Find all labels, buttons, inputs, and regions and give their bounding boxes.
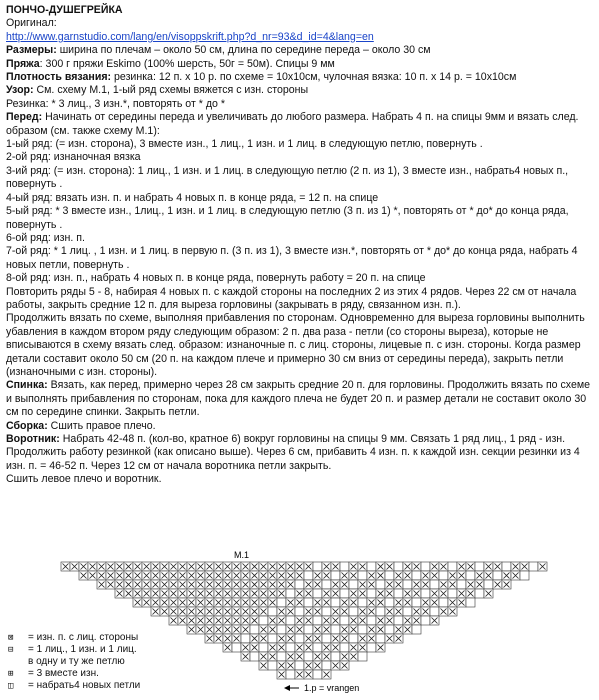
chart-cell [466,598,475,607]
chart-cell [358,598,367,607]
front-continue: Продолжить вязать по схеме, выполняя прибавления по сторонам. Одновременно для выреза горловины выполнить убавления в каждом втором ряду следующим образом: 2 п. два раза - петли (со стороны выреза), которые не вписываются в схему вязать след. образом: изнаночные п. с лиц. стороны, лицевые п. с изн. стороны. Когда размер детали составит около 50 см (20 п. на каждом плече и примерно 30 см вниз от середины переда), закрыть петли (изнаночными с изн. стороны). [6,312,585,378]
chart-cell [286,643,295,652]
chart-cell [331,598,340,607]
chart-annotation: 1.p = vrangen [304,683,360,693]
yarn-line [6,58,594,71]
front-row-6: 6-ой ряд: изн. п. [6,231,85,244]
chart-cell [466,571,475,580]
front-row-8: 8-ой ряд: изн. п., набрать 4 новых п. в конце ряда, повернуть работу = 20 п. на спице [6,272,426,285]
chart-cell [403,580,412,589]
chart-cell [340,616,349,625]
chart-cell [457,580,466,589]
chart-cell [250,652,259,661]
collar-line [6,433,594,473]
chart-cell [295,661,304,670]
chart-cell [277,625,286,634]
chart-cell [259,643,268,652]
chart-cell [349,634,358,643]
back-label: Спинка: [6,379,48,392]
legend-text: = набрать4 новых петли [28,680,141,691]
decrease-symbol-icon: ⊞ [8,669,14,679]
pattern-label: Узор: [6,84,34,97]
chart-cell [322,661,331,670]
chart-cell [430,607,439,616]
back-line [6,379,594,419]
chart-cell [430,580,439,589]
chart-cell [313,562,322,571]
sizes-text: ширина по плечам – около 50 см, длина по середине переда – около 30 см [59,44,431,57]
chart-cell [412,625,421,634]
chart-cell [340,643,349,652]
chart-cell [331,652,340,661]
legend-item [8,656,140,668]
chart-cell [502,562,511,571]
back-text: Вязать, как перед, примерно через 28 см закрыть средние 20 п. для горловины. Продолжить вязать по схеме и выполнять прибавления по сторонам, пока для каждого плеча не будет 20 п. и размер детали не составит около 30 см по середине спинки. Закрыть петли. [6,379,591,419]
chart-cell [448,589,457,598]
legend-text: = 1 лиц., 1 изн. и 1 лиц. [28,644,137,655]
chart-cell [493,571,502,580]
front-intro-text: Начинать от середины переда и увеличивать до любого размера. Набрать 4 п. на спицы 9мм и вязать след. образом (см. также схему М.1): [6,111,579,137]
chart-cell [313,616,322,625]
front-repeat: Повторить ряды 5 - 8, набирая 4 новых п. с каждой стороны на последних 2 из этих 4 рядов. Через 22 см от начала работы, закрыть средние 12 п. для выреза горловины (закрывать в ряду, связанном изн. п.). [6,285,577,311]
chart-cell [286,616,295,625]
density-line [6,71,594,84]
front-row-4: 4-ый ряд: вязать изн. п. и набрать 4 новых п. в конце ряда, = 12 п. на спице [6,191,379,204]
chart-cell [376,580,385,589]
front-row-3: 3-ий ряд: (= изн. сторона): 1 лиц., 1 изн. и 1 лиц. в следующую петлю (2 п. из 1), 3 вместе изн., набрать4 новых п., повернуть . [6,164,569,191]
assembly-line [6,420,594,433]
legend-item [8,644,140,656]
chart-cell [304,571,313,580]
chart-cell [367,643,376,652]
sizes-line [6,44,594,57]
chart-cell [322,634,331,643]
chart-cell [340,562,349,571]
chart-cell [241,634,250,643]
legend-text: = изн. п. с лиц. стороны [28,632,139,643]
pattern-line [6,84,594,97]
chart-cell [295,607,304,616]
chart-cell [304,652,313,661]
chart-cell [358,571,367,580]
chart-cell [412,571,421,580]
chart-cell [394,616,403,625]
chart-cell [394,562,403,571]
chart-cell [322,607,331,616]
chart-cell [286,670,295,679]
chart-cell [313,670,322,679]
chart-cell [529,562,538,571]
chart-cell [475,589,484,598]
chart-cell [439,571,448,580]
page-title: ПОНЧО-ДУШЕГРЕЙКА [6,4,123,16]
chart-cell [340,589,349,598]
chart-cell [250,625,259,634]
assembly-label: Сборка: [6,419,48,432]
arrow-head-icon [284,685,290,691]
legend-text: в одну и ту же петлю [28,656,125,667]
pattern-text: См. схему М.1, 1-ый ряд схемы вяжется с изн. стороны [36,84,309,97]
chart-cell [268,661,277,670]
increase-symbol-icon: ⊟ [8,645,14,655]
chart-cell [421,616,430,625]
chart-cell [367,616,376,625]
front-row-1: 1-ый ряд: (= изн. сторона), 3 вместе изн., 1 лиц., 1 изн. и 1 лиц. в следующую петлю, повернуть . [6,138,483,151]
chart-cell [277,598,286,607]
chart-cell [295,634,304,643]
chart-cell [520,571,529,580]
chart-cell [349,607,358,616]
chart-cell [385,571,394,580]
density-text: резинка: 12 п. х 10 р. по схеме = 10х10см, чулочная вязка: 10 п. х 14 р. = 10х10см [114,71,517,84]
chart-cell [412,598,421,607]
yarn-text: : 300 г пряжи Eskimo (100% шерсть, 50г = 50м). Спицы 9 мм [39,57,335,70]
chart-cell [358,625,367,634]
density-label: Плотность вязания: [6,71,112,84]
chart-cell [322,580,331,589]
yarn-label: Пряжа [6,57,40,70]
front-row-7: 7-ой ряд: * 1 лиц. , 1 изн. и 1 лиц. в первую п. (3 п. из 1), 3 вместе изн.*, повторять от * до* до конца ряда, набрать 4 новых петли, повернуть . [6,245,578,271]
rib-line: Резинка: * 3 лиц., 3 изн.*, повторять от * до * [6,97,225,110]
chart-cell [358,652,367,661]
chart-cell [286,589,295,598]
chart-cell [421,562,430,571]
front-row-5: 5-ый ряд: * 3 вместе изн., 1лиц., 1 изн. и 1 лиц. в следующую петлю (3 п. из 1) *, повторять от * до* до конца ряда, повернуть . [6,205,569,231]
front-intro [6,111,594,138]
chart-cell [277,652,286,661]
chart-cell [349,580,358,589]
legend-item [8,668,140,680]
legend-item [8,680,140,692]
legend-text: = 3 вместе изн. [28,668,99,679]
chart-label: M.1 [234,550,250,560]
chart-cell [484,580,493,589]
chart-cell [385,598,394,607]
chart-cell [304,598,313,607]
chart-cell [385,625,394,634]
chart-cell [331,571,340,580]
chart-cell [439,598,448,607]
chart-cell [448,562,457,571]
chart-cell [304,625,313,634]
front-label: Перед: [6,111,43,124]
original-label: Оригинал: [6,17,57,30]
chart-cell [376,634,385,643]
chart-cell [232,643,241,652]
purl-symbol-icon: ⊠ [8,633,14,643]
chart-cell [367,562,376,571]
pattern-document [6,4,594,487]
chart-legend [8,632,140,692]
chart-cell [421,589,430,598]
chart-cell [295,580,304,589]
chart-cell [331,625,340,634]
chart-cell [259,616,268,625]
assembly-text: Сшить правое плечо. [50,419,156,432]
original-link[interactable]: http://www.garnstudio.com/lang/en/visoppskrift.php?d_nr=93&d_id=4&lang=en [6,30,374,43]
chart-cell [268,634,277,643]
legend-item [8,632,140,644]
chart-cell [313,589,322,598]
chart-cell [313,643,322,652]
chart-cell [268,607,277,616]
front-row-2: 2-ой ряд: изнаночная вязка [6,151,141,164]
chart-cell [367,589,376,598]
chart-cell [376,607,385,616]
chart-cell [475,562,484,571]
collar-label: Воротник: [6,433,60,445]
sizes-label: Размеры: [6,44,57,57]
cast-on-symbol-icon: ◫ [8,681,14,691]
chart-cell [394,589,403,598]
collar-text: Набрать 42-48 п. (кол-во, кратное 6) вокруг горловины на спицы 9 мм. Связать 1 ряд лиц., 1 ряд - изн. Продолжить работу резинкой (как описано выше). Через 6 см, прибавить 4 изн. п. к каждой изн. секции резинки из 4 изн. п. = 46-52 п. Через 12 см от начала воротника петли закрыть. [6,433,580,472]
chart-cell [403,607,412,616]
finish-line: Сшить левое плечо и воротник. [6,473,162,486]
